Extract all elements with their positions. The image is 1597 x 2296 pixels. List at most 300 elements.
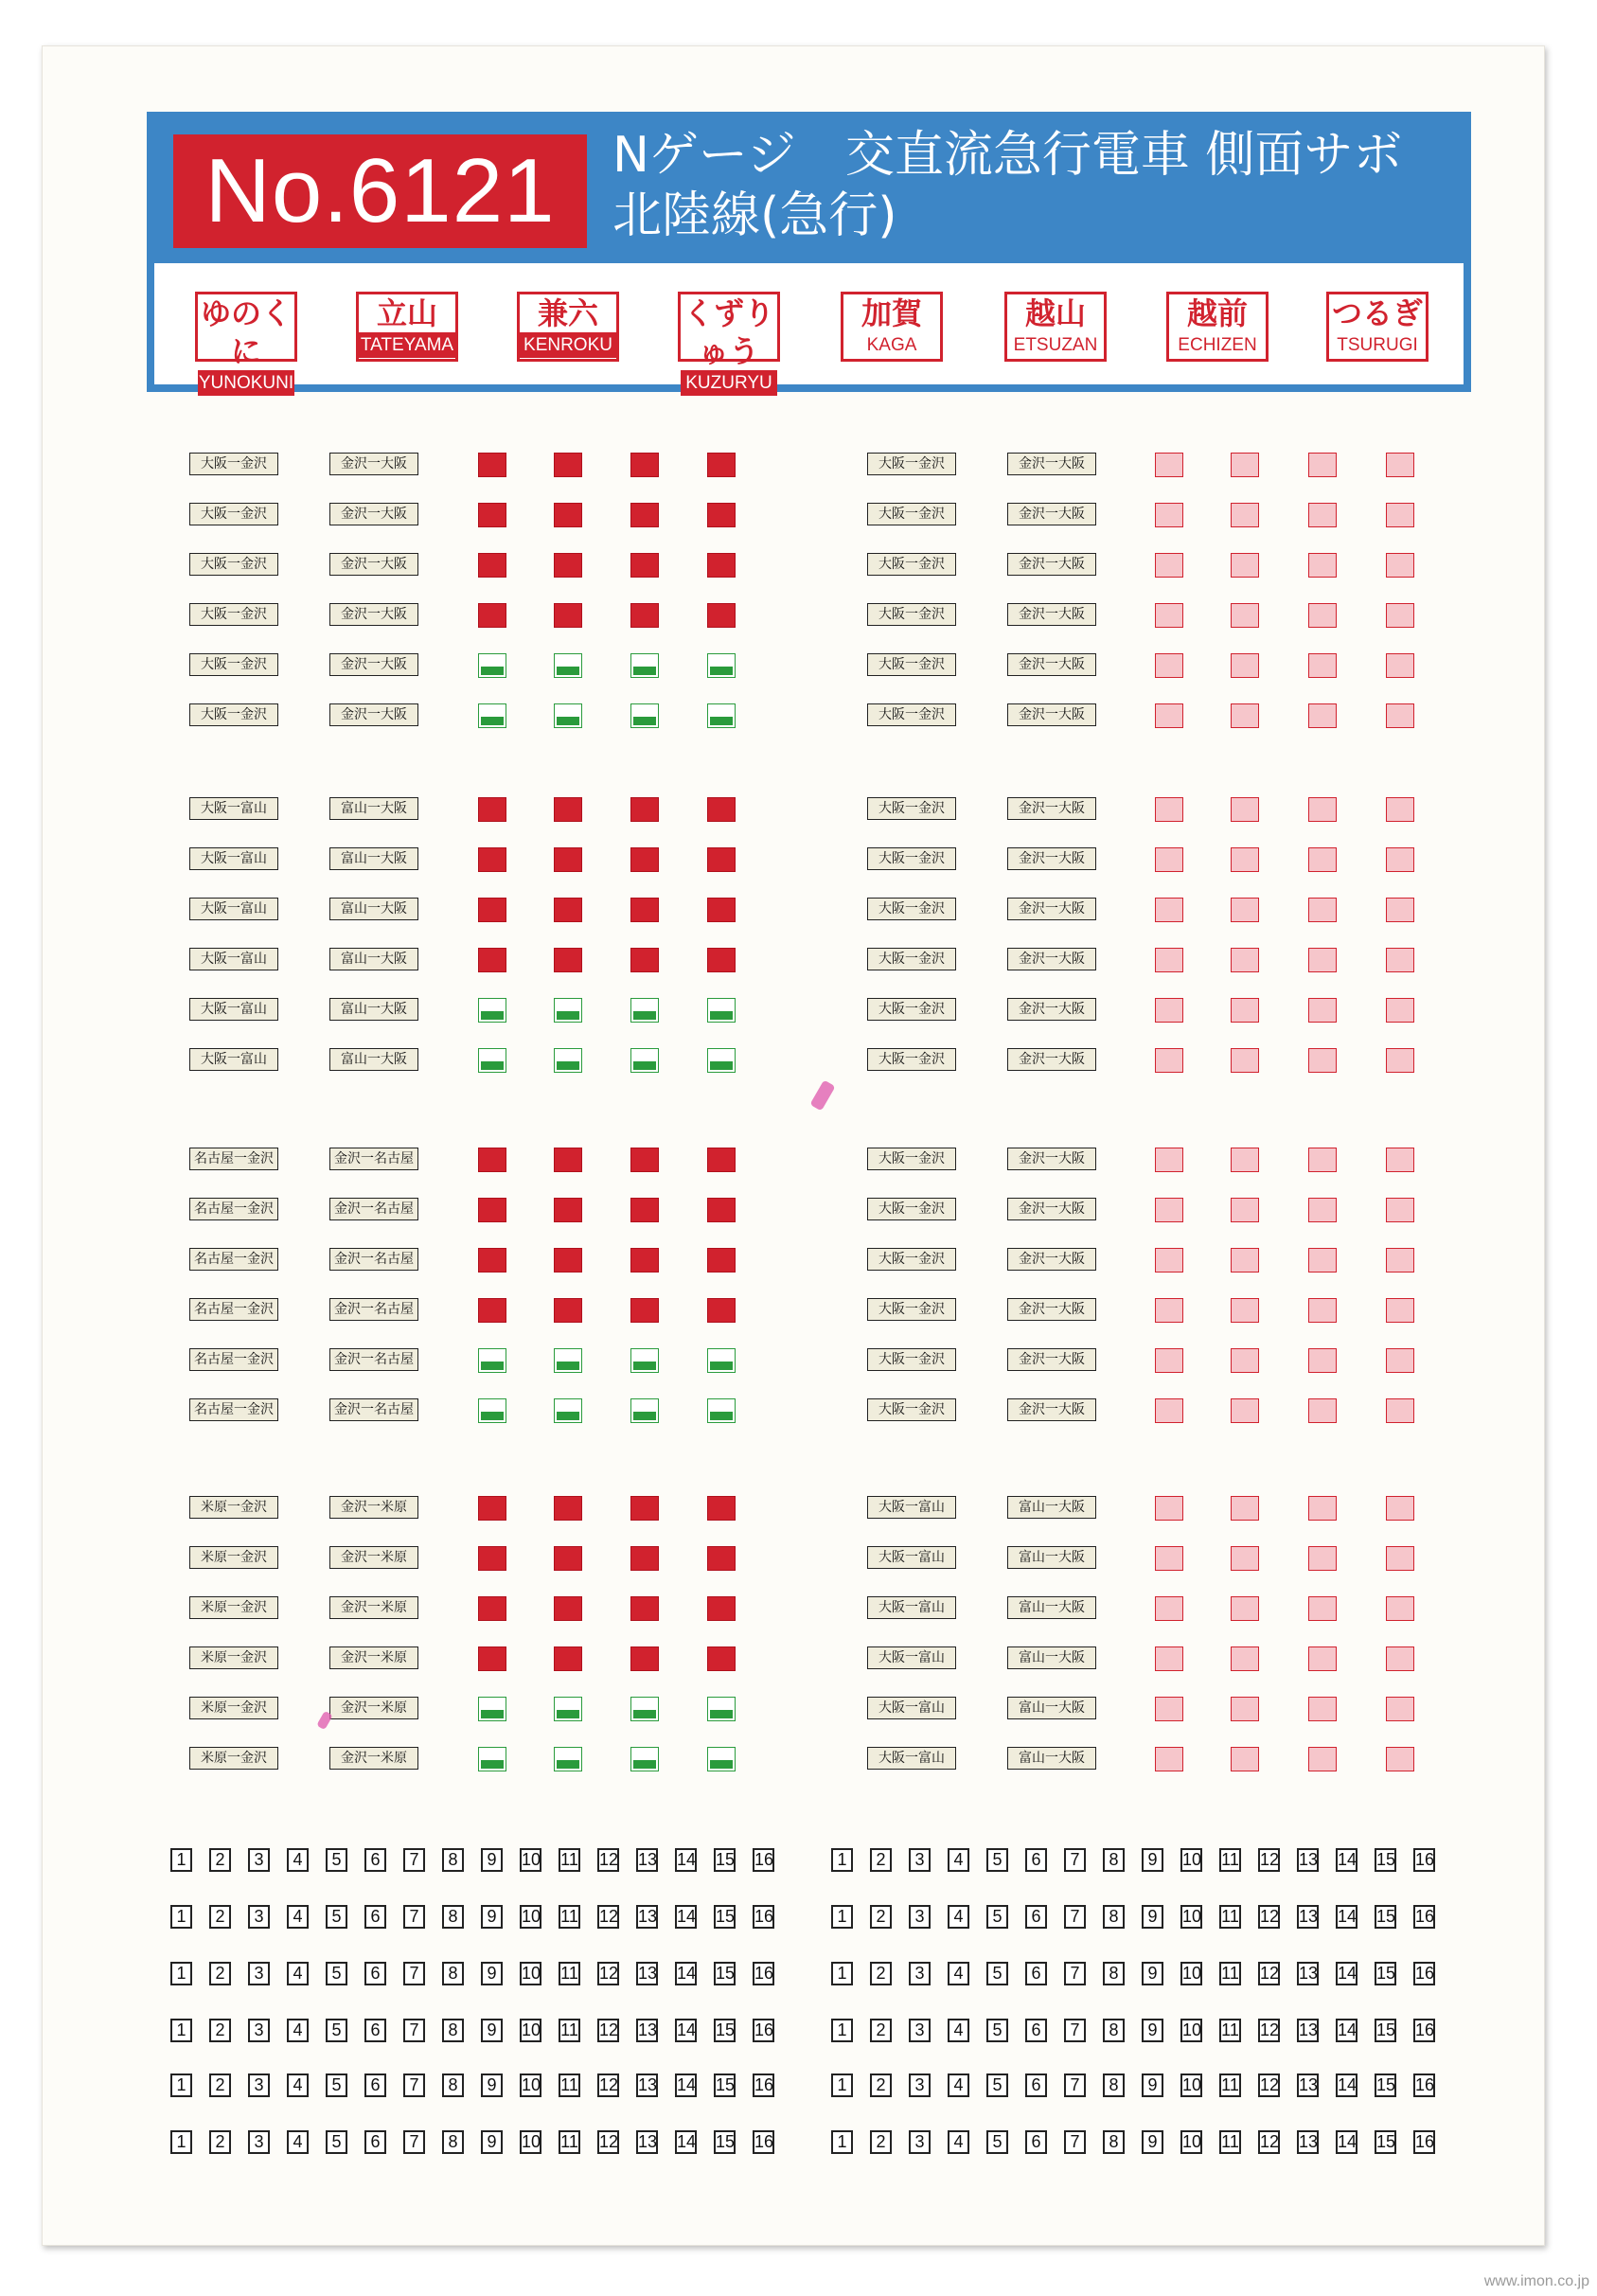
train-name-decal — [1231, 1496, 1259, 1521]
train-name-decal — [1155, 1747, 1183, 1771]
car-number-decal: 5 — [986, 1905, 1008, 1929]
car-number-decal: 3 — [909, 2074, 931, 2097]
destination-plate: 大阪一金沢 — [867, 1298, 956, 1321]
destination-plate: 大阪一金沢 — [867, 1148, 956, 1170]
car-number-decal: 9 — [481, 1848, 503, 1872]
destination-plate: 金沢一米原 — [329, 1546, 418, 1569]
car-number-decal: 5 — [326, 1905, 347, 1929]
train-name-decal — [1308, 1747, 1337, 1771]
train-name-decal — [1155, 503, 1183, 527]
car-number-decal: 10 — [520, 1962, 541, 1985]
destination-plate: 大阪一富山 — [189, 948, 278, 970]
train-name-decal — [630, 1646, 659, 1671]
train-name-decal — [1231, 1546, 1259, 1571]
destination-plate: 米原一金沢 — [189, 1697, 278, 1719]
destination-plate: 大阪一金沢 — [867, 1198, 956, 1220]
train-name-decal — [478, 1697, 506, 1721]
destination-plate: 大阪一金沢 — [867, 453, 956, 475]
destination-plate: 大阪一金沢 — [867, 948, 956, 970]
train-name-decal — [1231, 453, 1259, 477]
destination-plate: 金沢一大阪 — [1007, 1048, 1096, 1071]
destination-plate: 金沢一米原 — [329, 1747, 418, 1770]
train-name-decal — [707, 1248, 736, 1273]
train-name-decal — [1155, 1398, 1183, 1423]
car-number-decal: 7 — [1064, 1905, 1086, 1929]
train-name-decal — [554, 453, 582, 477]
header-banner — [147, 112, 1471, 392]
train-plate-en: TSURUGI — [1329, 332, 1426, 358]
train-name-decal — [1155, 653, 1183, 678]
destination-plate: 金沢一大阪 — [1007, 503, 1096, 525]
destination-plate: 米原一金沢 — [189, 1646, 278, 1669]
train-name-decal — [707, 453, 736, 477]
train-name-decal — [1155, 1148, 1183, 1172]
car-number-decal: 6 — [364, 1905, 386, 1929]
car-number-decal: 5 — [326, 2074, 347, 2097]
car-number-decal: 1 — [170, 2019, 192, 2042]
train-name-decal — [707, 553, 736, 578]
car-number-decal: 8 — [1103, 2130, 1125, 2154]
train-name-decal — [1308, 553, 1337, 578]
car-number-decal: 7 — [403, 2130, 425, 2154]
train-name-decal — [1308, 1697, 1337, 1721]
train-name-decal — [1308, 1248, 1337, 1273]
car-number-decal: 1 — [170, 1962, 192, 1985]
train-name-decal — [630, 453, 659, 477]
destination-plate: 金沢一名古屋 — [329, 1198, 418, 1220]
car-number-decal: 4 — [287, 2130, 309, 2154]
train-name-decal — [1231, 1248, 1259, 1273]
train-name-decal — [1155, 453, 1183, 477]
car-number-decal: 4 — [948, 2074, 969, 2097]
train-name-decal — [554, 1496, 582, 1521]
car-number-decal: 10 — [1180, 1962, 1202, 1985]
train-name-decal — [630, 1248, 659, 1273]
train-name-decal — [1155, 1348, 1183, 1373]
car-number-decal: 7 — [1064, 2074, 1086, 2097]
train-name-decal — [1155, 1298, 1183, 1323]
train-name-decal — [478, 1596, 506, 1621]
train-name-decal — [630, 847, 659, 872]
destination-plate: 大阪一富山 — [867, 1496, 956, 1519]
train-name-decal — [1231, 603, 1259, 628]
car-number-decal: 4 — [287, 1905, 309, 1929]
car-number-decal: 6 — [1025, 2074, 1047, 2097]
car-number-decal: 1 — [831, 1962, 853, 1985]
destination-plate: 金沢一大阪 — [1007, 703, 1096, 726]
train-name-decal — [1155, 1596, 1183, 1621]
car-number-decal: 6 — [1025, 1848, 1047, 1872]
destination-plate: 富山一大阪 — [329, 998, 418, 1021]
train-name-decal — [1308, 1198, 1337, 1222]
train-plate-kaga — [841, 292, 943, 362]
car-number-decal: 7 — [403, 2074, 425, 2097]
train-name-decal — [707, 1596, 736, 1621]
car-number-decal: 9 — [1142, 1905, 1163, 1929]
train-name-decal — [1155, 553, 1183, 578]
train-name-decal — [1386, 1747, 1414, 1771]
destination-plate: 大阪一富山 — [189, 847, 278, 870]
train-name-decal — [554, 1747, 582, 1771]
car-number-decal: 4 — [948, 2130, 969, 2154]
train-name-decal — [1155, 1048, 1183, 1073]
car-number-decal: 6 — [1025, 2019, 1047, 2042]
train-name-decal — [554, 653, 582, 678]
train-name-decal — [630, 998, 659, 1023]
destination-plate: 富山一大阪 — [1007, 1546, 1096, 1569]
destination-plate: 富山一大阪 — [1007, 1697, 1096, 1719]
car-number-decal: 6 — [364, 1962, 386, 1985]
train-name-decal — [478, 948, 506, 972]
train-name-decal — [1386, 1496, 1414, 1521]
train-name-decal — [1231, 1348, 1259, 1373]
car-number-decal: 14 — [675, 2074, 697, 2097]
destination-plate: 金沢一米原 — [329, 1496, 418, 1519]
destination-plate: 金沢一大阪 — [1007, 1148, 1096, 1170]
car-number-decal: 7 — [403, 1905, 425, 1929]
car-number-decal: 8 — [442, 1848, 464, 1872]
car-number-decal: 8 — [1103, 1962, 1125, 1985]
train-name-decal — [1231, 1198, 1259, 1222]
train-name-decal — [630, 1546, 659, 1571]
destination-plate: 大阪一富山 — [189, 1048, 278, 1071]
train-name-decal — [707, 1697, 736, 1721]
train-name-decal — [478, 797, 506, 822]
car-number-decal: 13 — [1297, 1848, 1319, 1872]
car-number-decal: 11 — [1219, 1848, 1241, 1872]
train-name-decal — [478, 1546, 506, 1571]
car-number-decal: 2 — [870, 2074, 892, 2097]
car-number-decal: 15 — [714, 2074, 736, 2097]
train-name-decal — [1231, 1747, 1259, 1771]
destination-plate: 大阪一金沢 — [867, 1348, 956, 1371]
train-name-decal — [478, 1646, 506, 1671]
car-number-decal: 1 — [831, 2074, 853, 2097]
car-number-decal: 9 — [481, 1962, 503, 1985]
train-name-decal — [1231, 503, 1259, 527]
destination-plate: 大阪一富山 — [189, 898, 278, 920]
train-name-decal — [1155, 1546, 1183, 1571]
car-number-decal: 9 — [481, 2019, 503, 2042]
car-number-decal: 8 — [442, 2074, 464, 2097]
car-number-decal: 14 — [1336, 2019, 1357, 2042]
train-name-decal — [1155, 898, 1183, 922]
destination-plate: 富山一大阪 — [1007, 1747, 1096, 1770]
car-number-decal: 5 — [986, 2130, 1008, 2154]
car-number-decal: 13 — [1297, 2074, 1319, 2097]
train-name-decal — [1155, 703, 1183, 728]
train-name-decal — [630, 1198, 659, 1222]
product-title: Nゲージ 交直流急行電車 側面サボ — [612, 127, 1403, 184]
car-number-decal: 13 — [636, 2074, 658, 2097]
car-number-decal: 5 — [986, 2019, 1008, 2042]
train-plate-jp: つるぎ — [1331, 295, 1423, 331]
destination-plate: 大阪一富山 — [867, 1697, 956, 1719]
train-name-decal — [1231, 1048, 1259, 1073]
car-number-decal: 14 — [675, 2130, 697, 2154]
train-name-decal — [1308, 1496, 1337, 1521]
destination-plate: 大阪一金沢 — [867, 603, 956, 626]
train-name-decal — [478, 1048, 506, 1073]
car-number-decal: 4 — [287, 2074, 309, 2097]
car-number-decal: 2 — [209, 2019, 231, 2042]
car-number-decal: 9 — [1142, 2130, 1163, 2154]
car-number-decal: 12 — [1258, 1962, 1280, 1985]
car-number-decal: 1 — [170, 1905, 192, 1929]
car-number-decal: 16 — [1413, 2130, 1435, 2154]
train-name-decal — [1308, 603, 1337, 628]
car-number-decal: 11 — [559, 1962, 580, 1985]
train-plate-en: YUNOKUNI — [198, 370, 294, 396]
train-name-decal — [1386, 998, 1414, 1023]
destination-plate: 金沢一米原 — [329, 1646, 418, 1669]
destination-plate: 金沢一大阪 — [329, 553, 418, 576]
destination-plate: 金沢一大阪 — [1007, 553, 1096, 576]
train-name-decal — [1386, 1298, 1414, 1323]
car-number-decal: 2 — [209, 2130, 231, 2154]
train-plate-en: KAGA — [843, 332, 940, 358]
train-name-decal — [1231, 1646, 1259, 1671]
train-name-decal — [1155, 1697, 1183, 1721]
train-name-decal — [1155, 1198, 1183, 1222]
train-name-decal — [554, 1048, 582, 1073]
car-number-decal: 6 — [364, 1848, 386, 1872]
car-number-decal: 6 — [364, 2130, 386, 2154]
car-number-decal: 1 — [170, 2074, 192, 2097]
car-number-decal: 3 — [248, 1848, 270, 1872]
destination-plate: 金沢一大阪 — [1007, 1198, 1096, 1220]
destination-plate: 大阪一富山 — [867, 1646, 956, 1669]
car-number-decal: 7 — [1064, 2130, 1086, 2154]
car-number-decal: 14 — [1336, 2074, 1357, 2097]
train-name-decal — [1386, 1546, 1414, 1571]
train-name-decal — [1231, 1697, 1259, 1721]
train-name-decal — [1231, 797, 1259, 822]
train-name-decal — [554, 898, 582, 922]
car-number-decal: 2 — [209, 1848, 231, 1872]
product-subtitle: 北陸線(急行) — [612, 187, 897, 244]
train-name-decal — [1155, 1496, 1183, 1521]
car-number-decal: 2 — [870, 1905, 892, 1929]
destination-plate: 大阪一金沢 — [867, 703, 956, 726]
car-number-decal: 11 — [559, 2130, 580, 2154]
car-number-decal: 1 — [831, 1848, 853, 1872]
car-number-decal: 10 — [520, 1848, 541, 1872]
car-number-decal: 6 — [1025, 2130, 1047, 2154]
car-number-decal: 5 — [326, 2019, 347, 2042]
train-name-decal — [1231, 553, 1259, 578]
destination-plate: 富山一大阪 — [329, 797, 418, 820]
train-plate-kuzuryu — [678, 292, 780, 393]
car-number-decal: 2 — [870, 1962, 892, 1985]
car-number-decal: 6 — [1025, 1962, 1047, 1985]
destination-plate: 大阪一金沢 — [867, 847, 956, 870]
destination-plate: 名古屋一金沢 — [189, 1248, 278, 1271]
car-number-decal: 5 — [326, 1962, 347, 1985]
car-number-decal: 7 — [1064, 1848, 1086, 1872]
train-plate-jp: ゆのくに — [200, 295, 292, 369]
car-number-decal: 16 — [753, 2130, 774, 2154]
car-number-decal: 10 — [520, 2130, 541, 2154]
car-number-decal: 16 — [1413, 1848, 1435, 1872]
destination-plate: 大阪一金沢 — [189, 553, 278, 576]
destination-plate: 名古屋一金沢 — [189, 1148, 278, 1170]
car-number-decal: 6 — [1025, 1905, 1047, 1929]
train-name-decal — [707, 1398, 736, 1423]
train-name-decal — [707, 1646, 736, 1671]
car-number-decal: 9 — [481, 2130, 503, 2154]
train-name-decal — [554, 1546, 582, 1571]
car-number-decal: 9 — [481, 2074, 503, 2097]
train-name-decal — [1308, 1646, 1337, 1671]
destination-plate: 金沢一大阪 — [1007, 1298, 1096, 1321]
car-number-decal: 14 — [675, 1848, 697, 1872]
train-name-decal — [478, 898, 506, 922]
car-number-decal: 13 — [1297, 1962, 1319, 1985]
train-name-decal — [1231, 898, 1259, 922]
car-number-decal: 8 — [1103, 1905, 1125, 1929]
train-name-decal — [1386, 703, 1414, 728]
destination-plate: 大阪一金沢 — [189, 603, 278, 626]
car-number-decal: 12 — [1258, 1848, 1280, 1872]
destination-plate: 金沢一大阪 — [1007, 1348, 1096, 1371]
car-number-decal: 14 — [1336, 1905, 1357, 1929]
train-name-decal — [1231, 998, 1259, 1023]
car-number-decal: 16 — [753, 2074, 774, 2097]
car-number-decal: 15 — [1375, 2074, 1396, 2097]
train-name-decal — [707, 1348, 736, 1373]
train-name-decal — [707, 603, 736, 628]
destination-plate: 富山一大阪 — [329, 847, 418, 870]
car-number-decal: 4 — [948, 1962, 969, 1985]
train-plate-etsuzan — [1004, 292, 1107, 362]
train-name-decal — [1386, 948, 1414, 972]
train-name-decal — [1386, 1198, 1414, 1222]
train-name-decal — [1231, 1148, 1259, 1172]
train-name-decal — [554, 1348, 582, 1373]
train-name-decal — [630, 898, 659, 922]
train-name-decal — [554, 797, 582, 822]
train-name-decal — [1308, 948, 1337, 972]
car-number-decal: 11 — [559, 2074, 580, 2097]
train-name-decal — [1386, 553, 1414, 578]
train-name-decal — [1308, 1148, 1337, 1172]
car-number-decal: 3 — [248, 1962, 270, 1985]
destination-plate: 大阪一金沢 — [867, 1248, 956, 1271]
destination-plate: 大阪一金沢 — [189, 503, 278, 525]
car-number-decal: 3 — [248, 2130, 270, 2154]
train-name-decal — [554, 1646, 582, 1671]
car-number-decal: 14 — [1336, 2130, 1357, 2154]
car-number-decal: 3 — [909, 1962, 931, 1985]
car-number-decal: 8 — [1103, 2074, 1125, 2097]
car-number-decal: 14 — [1336, 1848, 1357, 1872]
train-name-decal — [478, 1496, 506, 1521]
train-name-decal — [1386, 1646, 1414, 1671]
car-number-decal: 9 — [1142, 1848, 1163, 1872]
car-number-decal: 7 — [403, 2019, 425, 2042]
car-number-decal: 11 — [1219, 2019, 1241, 2042]
destination-plate: 金沢一名古屋 — [329, 1148, 418, 1170]
train-name-decal — [554, 503, 582, 527]
destination-plate: 金沢一大阪 — [1007, 653, 1096, 676]
car-number-decal: 12 — [597, 1962, 619, 1985]
train-name-decal — [554, 1198, 582, 1222]
train-name-decal — [1155, 998, 1183, 1023]
destination-plate: 富山一大阪 — [1007, 1596, 1096, 1619]
car-number-decal: 11 — [1219, 2130, 1241, 2154]
train-name-decal — [630, 1298, 659, 1323]
car-number-decal: 12 — [597, 2019, 619, 2042]
train-name-decal — [1231, 847, 1259, 872]
train-name-decal — [707, 1496, 736, 1521]
destination-plate: 金沢一大阪 — [329, 503, 418, 525]
car-number-decal: 13 — [636, 1962, 658, 1985]
train-name-decal — [630, 603, 659, 628]
car-number-decal: 3 — [909, 2019, 931, 2042]
car-number-decal: 4 — [287, 2019, 309, 2042]
car-number-decal: 5 — [986, 1962, 1008, 1985]
car-number-decal: 13 — [1297, 1905, 1319, 1929]
destination-plate: 米原一金沢 — [189, 1496, 278, 1519]
destination-plate: 大阪一金沢 — [189, 703, 278, 726]
destination-plate: 金沢一大阪 — [329, 603, 418, 626]
car-number-decal: 4 — [287, 1848, 309, 1872]
car-number-decal: 4 — [948, 1848, 969, 1872]
destination-plate: 名古屋一金沢 — [189, 1298, 278, 1321]
destination-plate: 金沢一大阪 — [329, 653, 418, 676]
train-plate-jp: 越前 — [1186, 295, 1248, 331]
destination-plate: 大阪一金沢 — [867, 503, 956, 525]
train-name-decal — [707, 1298, 736, 1323]
train-name-decal — [630, 1348, 659, 1373]
car-number-decal: 11 — [1219, 2074, 1241, 2097]
destination-plate: 大阪一金沢 — [867, 898, 956, 920]
car-number-decal: 16 — [1413, 2074, 1435, 2097]
destination-plate: 大阪一金沢 — [867, 553, 956, 576]
car-number-decal: 8 — [1103, 2019, 1125, 2042]
car-number-decal: 2 — [870, 1848, 892, 1872]
car-number-decal: 3 — [248, 2074, 270, 2097]
train-name-decal — [1386, 1048, 1414, 1073]
train-name-decal — [1386, 797, 1414, 822]
train-plate-tateyama — [356, 292, 458, 362]
train-name-decal — [554, 703, 582, 728]
car-number-decal: 2 — [870, 2019, 892, 2042]
car-number-decal: 13 — [636, 1848, 658, 1872]
train-name-decal — [478, 503, 506, 527]
car-number-decal: 5 — [986, 1848, 1008, 1872]
car-number-decal: 9 — [1142, 2019, 1163, 2042]
train-name-decal — [1155, 797, 1183, 822]
train-plate-tsurugi — [1326, 292, 1428, 362]
train-name-decal — [707, 1048, 736, 1073]
train-name-decal — [1386, 503, 1414, 527]
train-name-decal — [554, 603, 582, 628]
train-name-decal — [707, 898, 736, 922]
destination-plate: 大阪一富山 — [867, 1747, 956, 1770]
car-number-decal: 15 — [714, 1848, 736, 1872]
train-name-decal — [630, 1398, 659, 1423]
car-number-decal: 4 — [287, 1962, 309, 1985]
train-name-decal — [1231, 1596, 1259, 1621]
train-name-decal — [1155, 603, 1183, 628]
car-number-decal: 15 — [714, 1962, 736, 1985]
car-number-decal: 7 — [1064, 2019, 1086, 2042]
destination-plate: 金沢一米原 — [329, 1697, 418, 1719]
train-name-decal — [707, 1148, 736, 1172]
car-number-decal: 13 — [636, 1905, 658, 1929]
